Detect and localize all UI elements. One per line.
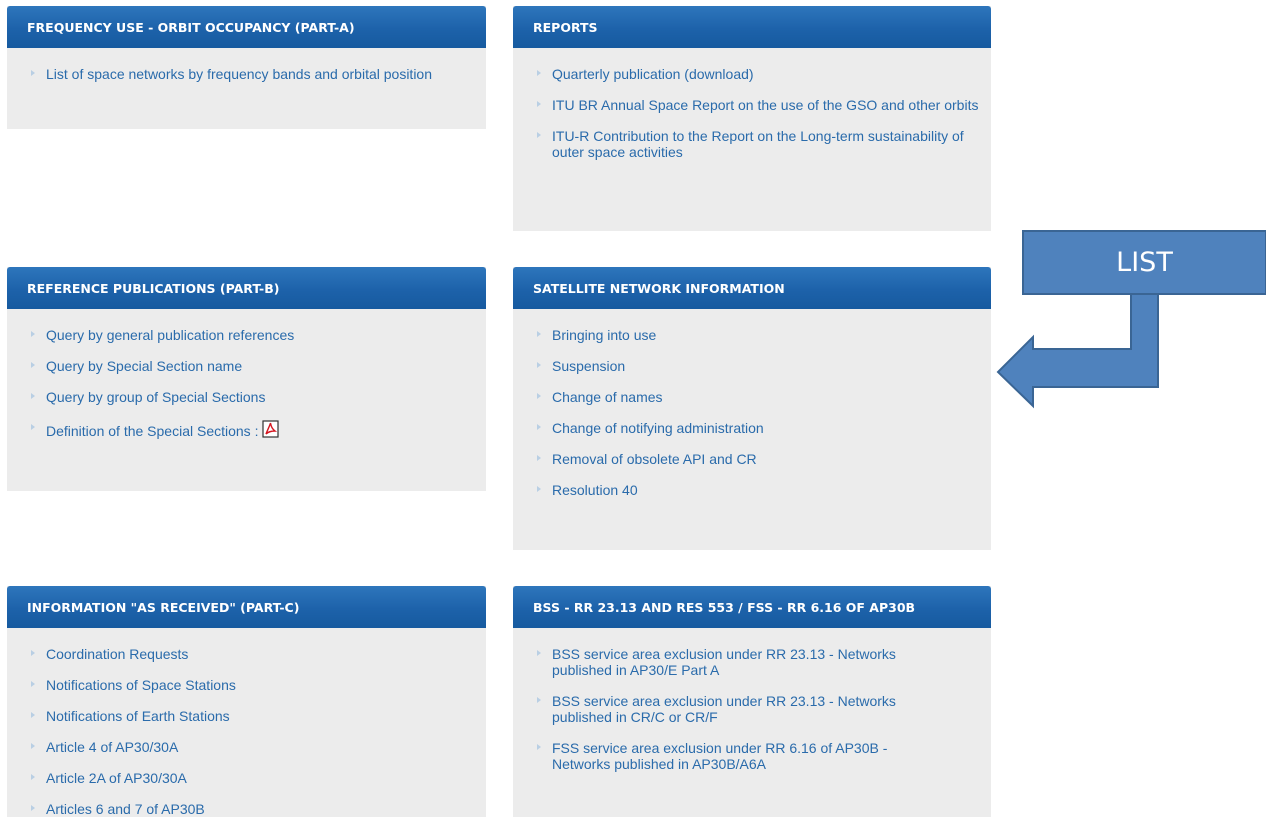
link-article-2a-ap30[interactable]: Article 2A of AP30/30A	[46, 770, 187, 786]
link-change-notifying-administration[interactable]: Change of notifying administration	[552, 420, 764, 436]
panel-title: REPORTS	[513, 6, 991, 48]
link-query-special-section-name[interactable]: Query by Special Section name	[46, 358, 243, 374]
link-fss-exclusion-ap30b[interactable]: FSS service area exclusion under RR 6.16 of AP30B - Networks published in AP30B/A6A	[552, 740, 888, 772]
link-list-of-space-networks[interactable]: List of space networks by frequency bands and orbital position	[46, 66, 433, 82]
link-notifications-earth-stations[interactable]: Notifications of Earth Stations	[46, 708, 230, 724]
link-suspension[interactable]: Suspension	[552, 358, 626, 374]
panel-title: REFERENCE PUBLICATIONS (PART-B)	[7, 267, 486, 309]
panel-title: INFORMATION "AS RECEIVED" (PART-C)	[7, 586, 486, 628]
link-itu-r-contribution[interactable]: ITU-R Contribution to the Report on the Long-term sustainability of outer space activities	[552, 128, 964, 160]
link-removal-obsolete-api-cr[interactable]: Removal of obsolete API and CR	[552, 451, 757, 467]
link-definition-special-sections[interactable]: Definition of the Special Sections :	[46, 423, 259, 439]
panel-title: FREQUENCY USE - ORBIT OCCUPANCY (PART-A)	[7, 6, 486, 48]
link-bss-exclusion-crc-crf[interactable]: BSS service area exclusion under RR 23.13 - Networks published in CR/C or CR/F	[552, 693, 896, 725]
link-articles-6-7-ap30b[interactable]: Articles 6 and 7 of AP30B	[46, 801, 205, 817]
link-coordination-requests[interactable]: Coordination Requests	[46, 646, 189, 662]
link-bringing-into-use[interactable]: Bringing into use	[552, 327, 657, 343]
link-annual-space-report[interactable]: ITU BR Annual Space Report on the use of the GSO and other orbits	[552, 97, 979, 113]
link-bss-exclusion-ap30e[interactable]: BSS service area exclusion under RR 23.13 - Networks published in AP30/E Part A	[552, 646, 896, 678]
link-article-4-ap30[interactable]: Article 4 of AP30/30A	[46, 739, 179, 755]
link-query-group-special-sections[interactable]: Query by group of Special Sections	[46, 389, 266, 405]
link-query-general-references[interactable]: Query by general publication references	[46, 327, 295, 343]
link-resolution-40[interactable]: Resolution 40	[552, 482, 638, 498]
link-change-of-names[interactable]: Change of names	[552, 389, 663, 405]
link-notifications-space-stations[interactable]: Notifications of Space Stations	[46, 677, 236, 693]
callout-label: LIST	[1022, 230, 1266, 295]
panel-title: BSS - RR 23.13 AND RES 553 / FSS - RR 6.16 OF AP30B	[513, 586, 991, 628]
panel-title: SATELLITE NETWORK INFORMATION	[513, 267, 991, 309]
link-quarterly-publication[interactable]: Quarterly publication (download)	[552, 66, 754, 82]
